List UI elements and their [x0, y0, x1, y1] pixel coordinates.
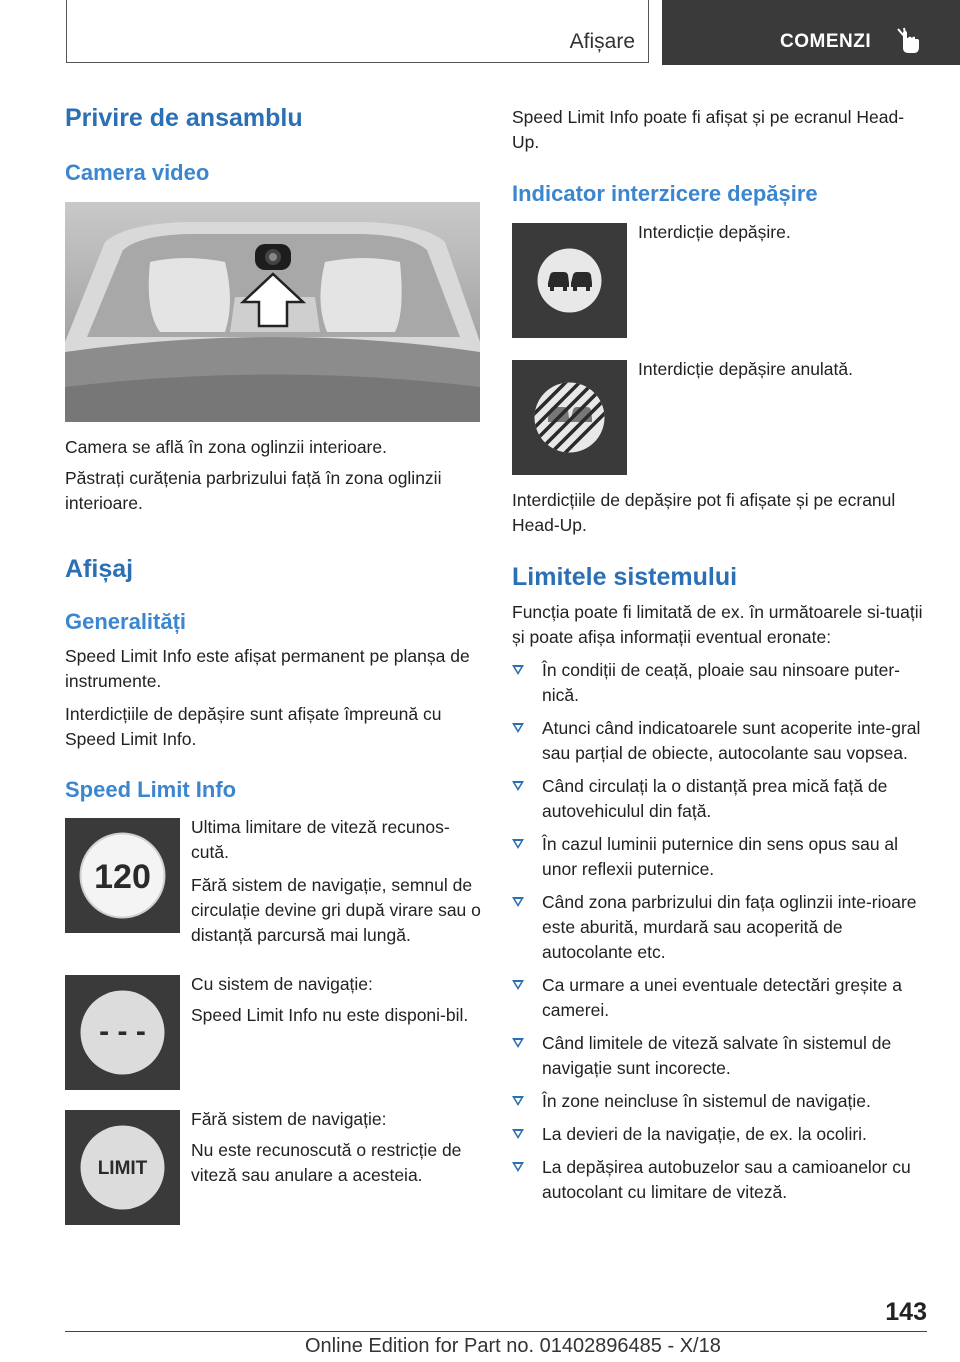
no-overtaking-ended-icon — [512, 360, 627, 475]
list-item: În cazul luminii puternice din sens opus sau al unor reflexii puternice. — [512, 832, 932, 882]
list-item: Când circulați la o distanță prea mică față de autovehiculul din față. — [512, 774, 932, 824]
heading-system-limits: Limitele sistemului — [512, 563, 738, 591]
no-overtaking-text: Interdicție depășire. — [638, 222, 791, 242]
triangle-bullet-icon — [512, 1096, 524, 1106]
triangle-bullet-icon — [512, 1129, 524, 1139]
camera-photo — [65, 202, 480, 422]
triangle-bullet-icon — [512, 781, 524, 791]
header-frame — [66, 0, 649, 63]
triangle-bullet-icon — [512, 723, 524, 733]
triangle-bullet-icon — [512, 1162, 524, 1172]
list-item: La devieri de la navigație, de ex. la ocoliri. — [512, 1122, 932, 1147]
general-paragraph-2: Interdicțiile de depășire sunt afișate împreună cu Speed Limit Info. — [65, 704, 442, 749]
heading-display: Afișaj — [65, 555, 134, 583]
sli3-paragraph-2: Nu este recunoscută o restricție de viteză sau anulare a acesteia. — [191, 1140, 462, 1185]
footer-divider — [65, 1331, 927, 1332]
camera-paragraph-1: Camera se află în zona oglinzii interioare. — [65, 437, 387, 457]
tab-comenzi-label: COMENZI — [780, 31, 872, 52]
list-item: Ca urmare a unei eventuale detectări greșite a camerei. — [512, 973, 932, 1023]
heading-overview: Privire de ansamblu — [65, 104, 303, 132]
sli1-paragraph-1: Ultima limitare de viteză recunos-cută. — [191, 817, 450, 862]
general-paragraph-1: Speed Limit Info este afișat permanent pe planșa de instrumente. — [65, 646, 470, 691]
sli2-paragraph-1: Cu sistem de navigație: — [191, 974, 373, 994]
no-overtaking-ended-text: Interdicție depășire anulată. — [638, 359, 853, 379]
heading-camera: Camera video — [65, 160, 210, 185]
camera-paragraph-2: Păstrați curățenia parbrizului față în zona oglinzii interioare. — [65, 468, 442, 513]
sli1-paragraph-2: Fără sistem de navigație, semnul de circulație devine gri după virare sau o distanță parcursă mai lungă. — [191, 875, 481, 945]
footer-edition-text: Online Edition for Part no. 01402896485 - X/18 — [305, 1335, 721, 1357]
no-overtaking-hud-paragraph: Interdicțiile de depășire pot fi afișate și pe ecranul Head-Up. — [512, 490, 896, 535]
list-item: Când limitele de viteză salvate în sistemul de navigație sunt incorecte. — [512, 1031, 932, 1081]
no-overtaking-icon — [512, 223, 627, 338]
sli2-paragraph-2: Speed Limit Info nu este disponi-bil. — [191, 1005, 469, 1025]
limits-paragraph: Funcția poate fi limitată de ex. în următoarele si-tuații și poate afișa informații eventual eronate: — [512, 602, 923, 647]
list-item: În condiții de ceață, ploaie sau ninsoare puter-nică. — [512, 658, 932, 708]
triangle-bullet-icon — [512, 897, 524, 907]
triangle-bullet-icon — [512, 1038, 524, 1048]
triangle-bullet-icon — [512, 839, 524, 849]
heading-speed-limit-info: Speed Limit Info — [65, 777, 237, 802]
hud-paragraph: Speed Limit Info poate fi afișat și pe ecranul Head-Up. — [512, 107, 905, 152]
list-item: Atunci când indicatoarele sunt acoperite inte-gral sau parțial de obiecte, autocolante sau vopsea. — [512, 716, 932, 766]
speed-limit-unknown-icon — [65, 1110, 180, 1225]
speed-limit-value: 120 — [94, 858, 151, 896]
car-interior-illustration — [65, 202, 480, 422]
list-item: În zone neincluse în sistemul de navigație. — [512, 1089, 932, 1114]
header-section-title: Afișare — [569, 30, 635, 53]
page-number: 143 — [885, 1298, 927, 1326]
hand-pointer-icon — [894, 26, 920, 54]
speed-limit-sign-icon — [65, 818, 180, 933]
triangle-bullet-icon — [512, 980, 524, 990]
list-item: La depășirea autobuzelor sau a camioanelor cu autocolant cu limitare de viteză. — [512, 1155, 932, 1205]
heading-general: Generalități — [65, 609, 187, 634]
dashes-value: - - - — [99, 1015, 146, 1048]
limit-label: LIMIT — [97, 1158, 148, 1179]
triangle-bullet-icon — [512, 665, 524, 675]
sli3-paragraph-1: Fără sistem de navigație: — [191, 1109, 387, 1129]
tab-comenzi[interactable] — [662, 0, 960, 65]
limits-list — [512, 658, 932, 1213]
heading-no-overtaking: Indicator interzicere depășire — [512, 181, 818, 206]
speed-limit-unavailable-icon — [65, 975, 180, 1090]
list-item: Când zona parbrizului din fața oglinzii inte-rioare este aburită, murdară sau acoperită de autocolante etc. — [512, 890, 932, 965]
